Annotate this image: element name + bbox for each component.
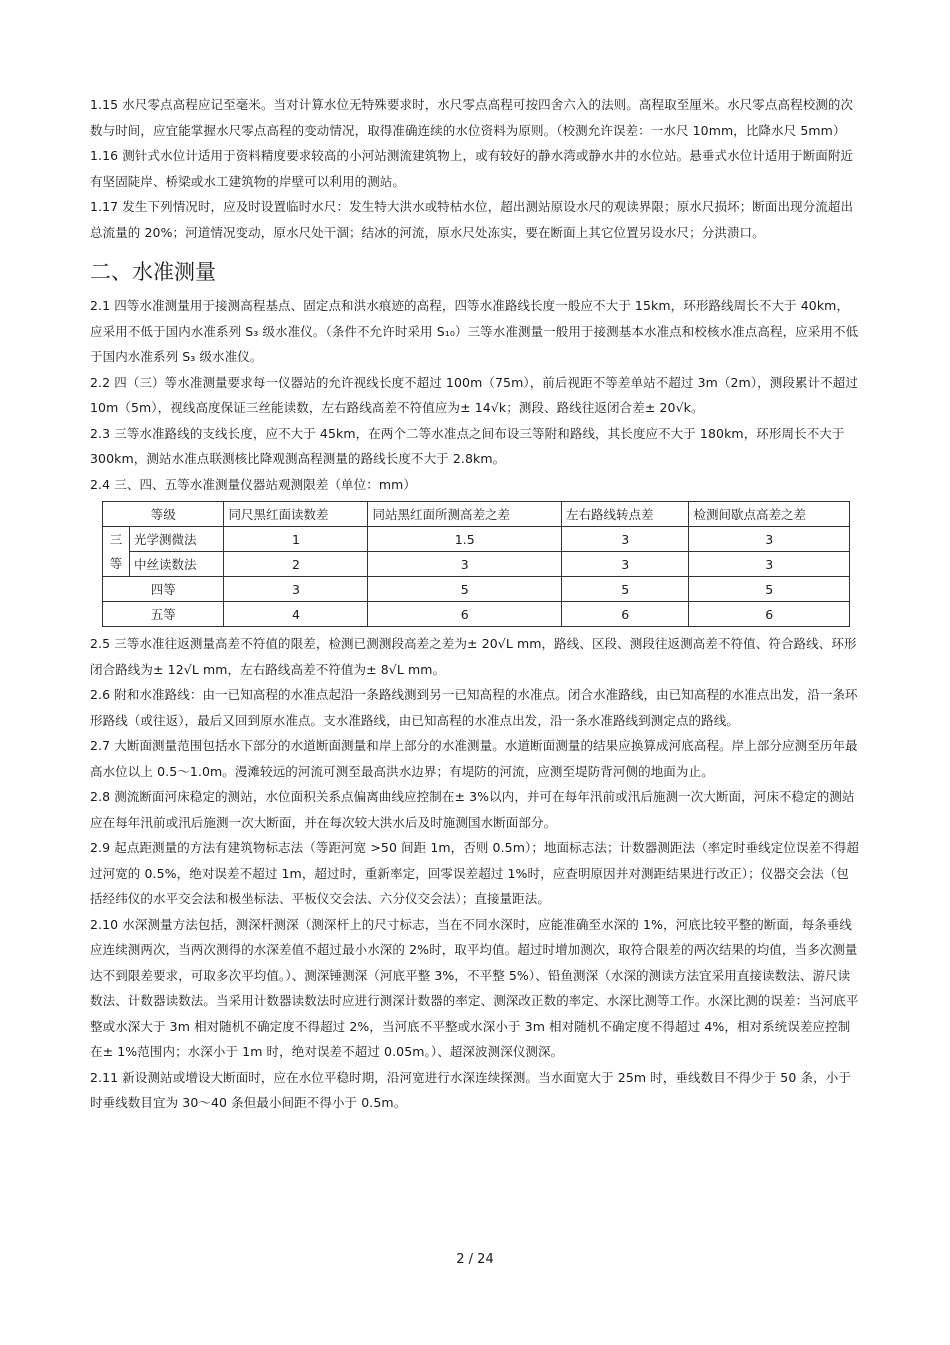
table-cell: 3: [561, 527, 688, 552]
paragraph-2-5: 2.5 三等水准往返测量高差不符值的限差，检测已测测段高差之差为± 20√L mm，路线、区段、测段往返测高差不符值、符合路线、环形闭合路线为± 12√L mm，左右路线高差不符值为± 8√L mm。: [90, 636, 857, 677]
tolerance-table: [102, 501, 850, 627]
table-row: [103, 602, 850, 627]
table-row-label: 光学测微法: [130, 527, 224, 552]
table-cell: 5: [689, 577, 850, 602]
paragraph-2-9: 2.9 起点距测量的方法有建筑物标志法（等距河宽 >50 间距 1m，否则 0.5m）；地面标志法；计数器测距法（率定时垂线定位误差不得超过河宽的 0.5%，绝对误差不超过 1m，超过时，重新率定，回零误差超过 1%时，应查明原因并对测距结果进行改正）；仪器交会法（包括经纬仪的水平交会法和极坐标法、平板仪交会法、六分仪交会法）；直接量距法。: [90, 840, 859, 906]
table-cell: 6: [561, 602, 688, 627]
table-row-label: 中丝读数法: [130, 552, 224, 577]
paragraph-1-16: 1.16 测针式水位计适用于资料精度要求较高的小河站测流建筑物上，或有较好的静水湾或静水井的水位站。悬垂式水位计适用于断面附近有坚固陡岸、桥梁或水工建筑物的岸壁可以利用的测站。: [90, 148, 854, 189]
table-cell: 2: [224, 552, 368, 577]
section-title: 二、水准测量: [90, 260, 216, 284]
table-cell: 5: [561, 577, 688, 602]
paragraph-2-4: 2.4 三、四、五等水准测量仪器站观测限差（单位：mm）: [90, 476, 417, 492]
paragraph-2-6: 2.6 附和水准路线：由一已知高程的水准点起沿一条路线测到另一已知高程的水准点。闭合水准路线，由已知高程的水准点出发，沿一条环形路线（或往返），最后又回到原水准点。支水准路线，由已知高程的水准点出发，沿一条水准路线到测定点的路线。: [90, 687, 858, 728]
table-group-label: 三等: [103, 527, 130, 577]
table-row-label: 四等: [103, 577, 224, 602]
page-number: 2 / 24: [456, 1252, 494, 1267]
table-cell: 1: [224, 527, 368, 552]
table-row: [103, 577, 850, 602]
table-header: 左右路线转点差: [561, 502, 688, 527]
table-row: [103, 527, 850, 552]
paragraph-1-17: 1.17 发生下列情况时，应及时设置临时水尺：发生特大洪水或特枯水位，超出测站原设水尺的观读界限；原水尺损坏；断面出现分流超出总流量的 20%；河道情况变动，原水尺处干涸；结冰的河流，原水尺处冻实，要在断面上其它位置另设水尺；分洪溃口。: [90, 199, 854, 240]
paragraph-2-7: 2.7 大断面测量范围包括水下部分的水道断面测量和岸上部分的水准测量。水道断面测量的结果应换算成河底高程。岸上部分应测至历年最高水位以上 0.5～1.0m。漫滩较远的河流可测至最高洪水边界；有堤防的河流，应测至堤防背河侧的地面为止。: [90, 738, 858, 779]
table-row: [103, 552, 850, 577]
paragraph-2-10: 2.10 水深测量方法包括，测深杆测深（测深杆上的尺寸标志，当在不同水深时，应能准确至水深的 1%，河底比较平整的断面，每条垂线应连续测两次，当两次测得的水深差值不超过最小水深的 2%时，取平均值。超过时增加测次，取符合限差的两次结果的均值，当多次测量达不到限差要求，可取多次平均值。）、测深锤测深（河底平整 3%，不平整 5%）、铅鱼测深（水深的测读方法宜采用直接读数法、游尺读数法、计数器读数法。当采用计数器读数法时应进行测深计数器的率定、测深改正数的率定、水深比测等工作。水深比测的误差：当河底平整或水深大于 3m 相对随机不确定度不得超过 2%，当河底不平整或水深小于 3m 相对随机不确定度不得超过 4%，相对系统误差应控制在± 1%范围内；水深小于 1m 时，绝对误差不超过 0.05m。）、超深波测深仪测深。: [90, 916, 859, 1059]
table-header-row: [103, 502, 850, 527]
table-cell: 3: [368, 552, 562, 577]
table-header: 同站黑红面所测高差之差: [368, 502, 562, 527]
paragraph-2-8: 2.8 测流断面河床稳定的测站，水位面积关系点偏离曲线应控制在± 3%以内，并可在每年汛前或汛后施测一次大断面，河床不稳定的测站应在每年汛前或汛后施测一次大断面，并在每次较大洪水后及时施测国水断面部分。: [90, 789, 855, 830]
paragraph-2-3: 2.3 三等水准路线的支线长度，应不大于 45km，在两个二等水准点之间布设三等附和路线，其长度应不大于 180km，环形周长不大于 300km，测站水准点联测核比降观测高程测量的路线长度不大于 2.8km。: [90, 425, 845, 466]
table-cell: 4: [224, 602, 368, 627]
table-cell: 1.5: [368, 527, 562, 552]
table-row-label: 五等: [103, 602, 224, 627]
table-cell: 6: [368, 602, 562, 627]
table-cell: 3: [224, 577, 368, 602]
paragraph-2-11: 2.11 新设测站或增设大断面时，应在水位平稳时期，沿河宽进行水深连续探测。当水面宽大于 25m 时，垂线数目不得少于 50 条，小于时垂线数目宜为 30～40 条但最小间距不得小于 0.5m。: [90, 1069, 851, 1110]
table-cell: 3: [689, 552, 850, 577]
table-header: 同尺黑红面读数差: [224, 502, 368, 527]
paragraph-2-1: 2.1 四等水准测量用于接测高程基点、固定点和洪水痕迹的高程，四等水准路线长度一般应不大于 15km，环形路线周长不大于 40km，应采用不低于国内水准系列 S₃ 级水准仪。（条件不允许时采用 S₁₀）三等水准测量一般用于接测基本水准点和校核水准点高程，应采用不低于国内水准系列 S₃ 级水准仪。: [90, 298, 859, 364]
table-cell: 3: [689, 527, 850, 552]
paragraph-2-2: 2.2 四（三）等水准测量要求每一仪器站的允许视线长度不超过 100m（75m），前后视距不等差单站不超过 3m（2m），测段累计不超过 10m（5m），视线高度保证三丝能读数，左右路线高差不符值应为± 14√k；测段、路线往返闭合差± 20√k。: [90, 374, 858, 415]
table-cell: 6: [689, 602, 850, 627]
table-cell: 3: [561, 552, 688, 577]
page-body: [90, 92, 860, 1116]
paragraph-1-15: 1.15 水尺零点高程应记至毫米。当对计算水位无特殊要求时，水尺零点高程可按四舍六入的法则。高程取至厘米。水尺零点高程校测的次数与时间，应宜能掌握水尺零点高程的变动情况，取得准确连续的水位资料为原则。（校测允许误差：一水尺 10mm，比降水尺 5mm）: [90, 97, 854, 138]
table-header: 检测间歇点高差之差: [689, 502, 850, 527]
table-cell: 5: [368, 577, 562, 602]
table-header: 等级: [103, 502, 224, 527]
